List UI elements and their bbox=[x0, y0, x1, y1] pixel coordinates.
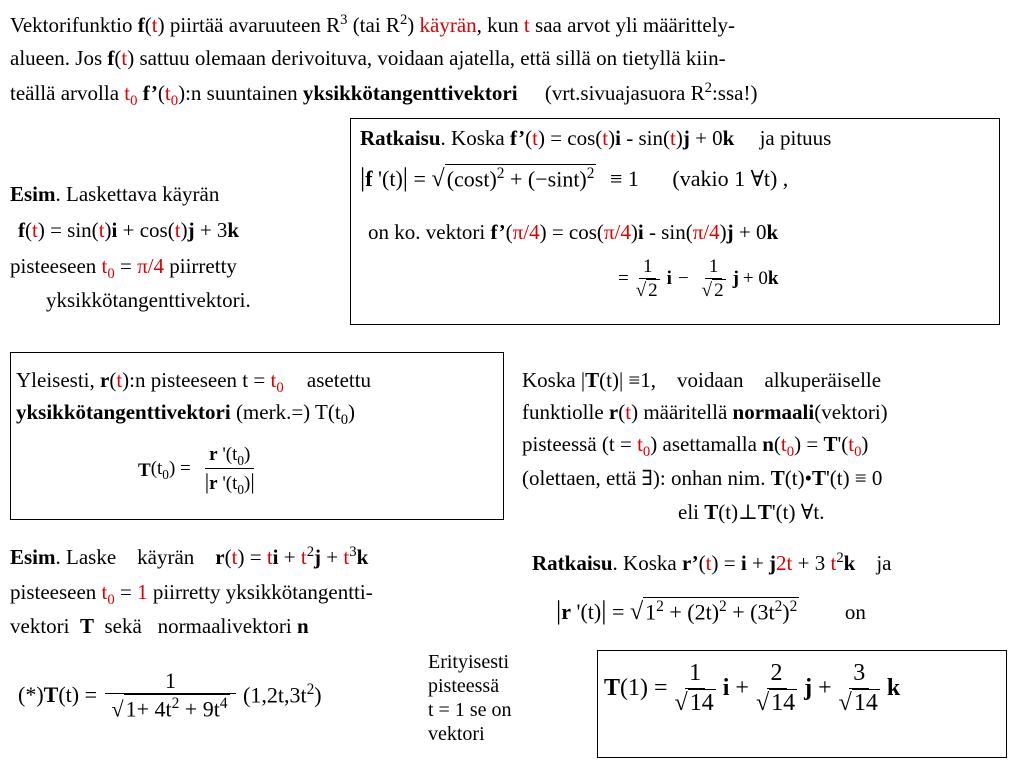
ratkaisu1-result: = $\frac{1}{√ 2}$ i − $\frac{1}{√ 2}$ j + 0k bbox=[618, 256, 779, 301]
esim2-line-2: pisteeseen $t_0 = 1$ piirretty yksikkötangentti- bbox=[10, 580, 373, 609]
koska-line-1: Koska |T(t)| ≡1, voidaan alkuperäiselle bbox=[522, 368, 882, 392]
intro-line-1: Vektorifunktio f(t) piirtää avaruuteen $R^3$ (tai $R^2$) käyrän, kun t saa arvot yli määrittely- bbox=[10, 12, 736, 37]
esim1-formula: f(t) = sin(t)i + cos(t)j + 3k bbox=[18, 218, 240, 242]
esim1-line-3: pisteeseen $t_0 = \pi/4$ piirretty bbox=[10, 254, 237, 283]
star-formula: (*)T(t) = $\frac{1}{√1+ 4t^2 + 9t^4}$ $(1,2t,3t^2)$ bbox=[18, 668, 322, 722]
esim1-line-4: yksikkötangenttivektori. bbox=[46, 288, 251, 312]
T1-formula: T(1) = $\frac{1}{√14}$ i + $\frac{2}{√14}$ j + $\frac{3}{√14}$ k bbox=[604, 660, 901, 716]
koska-line-2: funktiolle r(t) määritellä normaali(vektori) bbox=[522, 400, 888, 424]
ratkaisu1-norm: |f '$(t)| = √(\cos t)^2 + (-\sin t)^2 \equiv 1$ (vakio 1 ∀t) , bbox=[360, 163, 789, 192]
esim2-line-1: Esim. Laske käyrän r(t) = ti + $t^2j + t^3k$ bbox=[10, 544, 369, 569]
koska-line-3: pisteessä $(t = t_0)$ asettamalla $n(t_0) = T'(t_0)$ bbox=[522, 432, 869, 461]
esim2-line-3: vektori T sekä normaalivektori n bbox=[10, 614, 309, 638]
ratkaisu2-line-1: Ratkaisu. Koska r’(t) = i + j2t + 3 $t^2k$ ja bbox=[532, 550, 892, 575]
koska-line-5: eli T(t)⊥T'(t) ∀t. bbox=[678, 500, 825, 524]
intro-line-2: alueen. Jos f(t) sattuu olemaan derivoituva, voidaan ajatella, että sillä on tietyllä kiin- bbox=[10, 46, 726, 70]
yleisesti-line-2: yksikkötangenttivektori (merk.=) $T(t_0)$ bbox=[16, 400, 356, 429]
esim1-line-1: Esim. Laskettava käyrän bbox=[10, 182, 220, 206]
erityisesti-text: Erityisesti pisteessä t = 1 se on vektori bbox=[428, 651, 512, 745]
yleisesti-formula: T $(t_0)$ = $\frac{r '(t_0)}{|r '(t_0)|}$ bbox=[138, 444, 255, 497]
ratkaisu2-norm: |r '$(t)| = √1^2 + (2t)^2 + (3t^2)^2$ on bbox=[556, 596, 866, 625]
ratkaisu1-line-3: on ko. vektori f’(π/4) = cos(π/4)i - sin(π/4)j + 0k bbox=[368, 220, 779, 244]
ratkaisu1-line-1: Ratkaisu. Koska f’(t) = cos(t)i - sin(t)j + 0k ja pituus bbox=[360, 126, 832, 150]
yleisesti-line-1: Yleisesti, r(t):n pisteeseen $t = t_0$ asetettu bbox=[16, 368, 372, 397]
intro-line-3: teällä arvolla $t_0$ $f’(t_0):n$ suuntainen yksikkötangenttivektori (vrt.sivuajasuora $R^2:ssa$!) bbox=[10, 80, 758, 110]
koska-line-4: (olettaen, että ∃): onhan nim. T(t)•T'(t) ≡ 0 bbox=[522, 466, 883, 490]
